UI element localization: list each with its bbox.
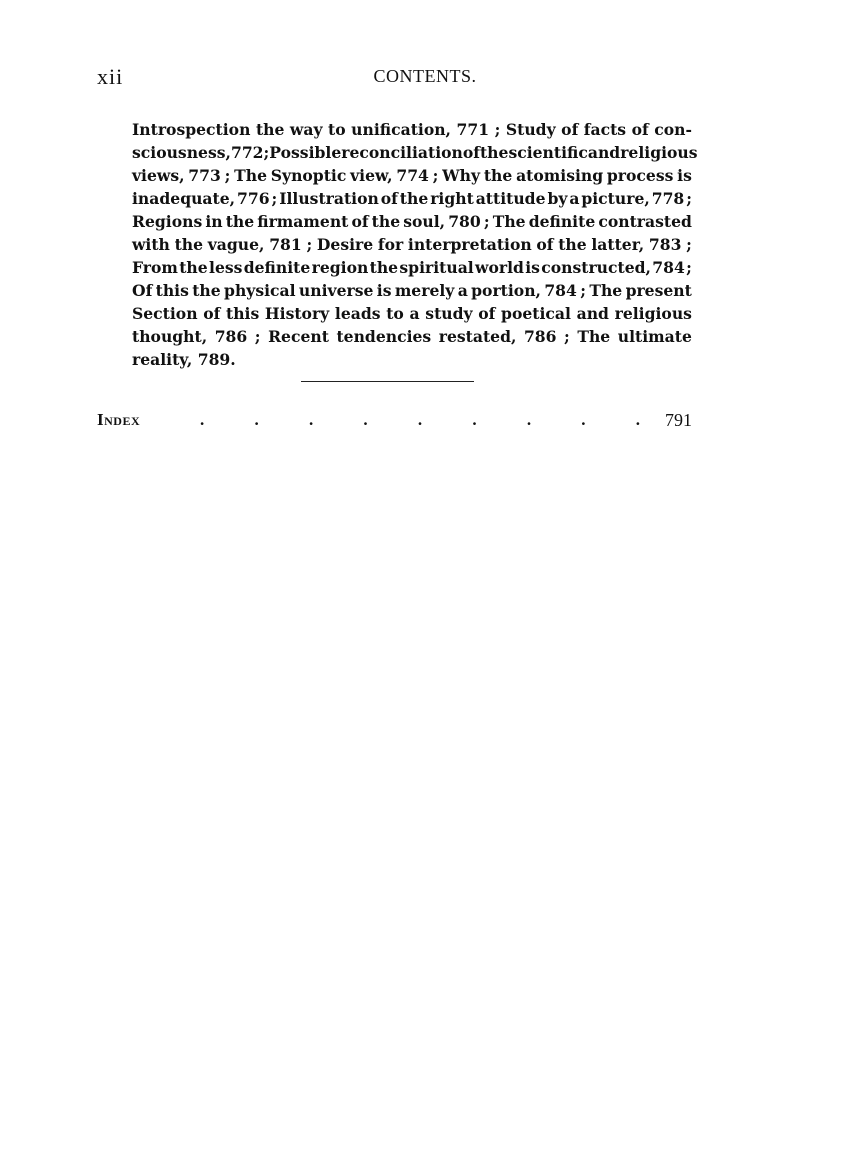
entry-line: thought, 786 ; Recent tendencies restated, 786 ; The ultimate [132, 327, 692, 346]
entry-line: with the vague, 781 ; Desire for interpretation of the latter, 783 ; [132, 235, 692, 254]
leader-dot: . [417, 410, 423, 429]
index-entry[interactable] [97, 410, 692, 436]
index-page-number: 791 [665, 410, 692, 430]
entry-line: inadequate, 776 ; Illustration of the right attitude by a picture, 778 ; [132, 189, 692, 208]
leader-dot: . [200, 410, 205, 429]
leader-dot: . [308, 410, 314, 429]
leader-dot: . [635, 410, 640, 429]
leader-dot: . [363, 410, 368, 429]
entry-line: reality, 789. [132, 350, 236, 369]
entry-line: views, 773 ; The Synoptic view, 774 ; Why the atomising process is [132, 166, 692, 185]
entry-line: From the less definite region the spiritual world is constructed, 784 ; [132, 258, 692, 277]
running-title: CONTENTS. [373, 66, 477, 86]
index-label: Index [97, 410, 141, 429]
dot-leaders [200, 410, 640, 430]
section-divider [301, 381, 474, 382]
entry-line: sciousness, 772 ; Possible reconciliation of the scientific and religious [132, 143, 698, 162]
leader-dot: . [254, 410, 259, 429]
leader-dot: . [472, 410, 477, 429]
entry-line: Regions in the firmament of the soul, 780 ; The definite contrasted [132, 212, 692, 231]
entry-line: Of this the physical universe is merely a portion, 784 ; The present [132, 281, 692, 300]
leader-dot: . [526, 410, 532, 429]
leader-dot: . [581, 410, 586, 429]
page-number: xii [97, 64, 124, 89]
entry-line: Introspection the way to unification, 771 ; Study of facts of con- [132, 120, 692, 139]
entry-line: Section of this History leads to a study of poetical and religious [132, 304, 692, 323]
contents-entry [132, 118, 698, 371]
